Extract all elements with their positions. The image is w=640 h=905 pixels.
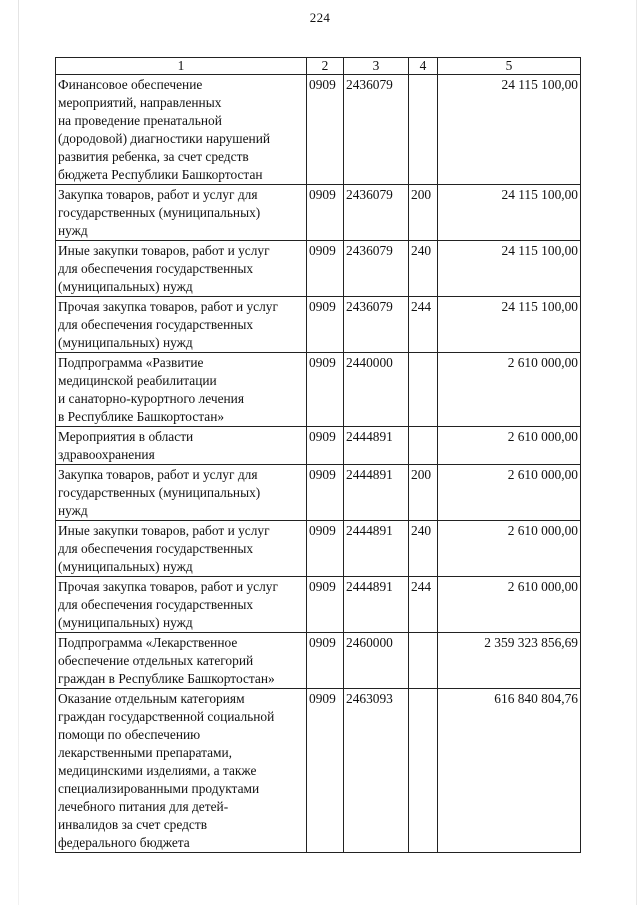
row-expense-type-cell: 244 <box>409 297 438 353</box>
row-name-text: Прочая закупка товаров, работ и услуг для обеспечения государственных (муниципальных) нужд <box>58 579 278 630</box>
row-amount-cell: 24 115 100,00 <box>438 241 581 297</box>
scan-edge-left <box>18 0 19 905</box>
table-header-row <box>56 58 581 75</box>
row-expense-type-cell <box>409 75 438 185</box>
row-name-cell <box>56 297 307 353</box>
row-name-text: Финансовое обеспечение мероприятий, направленных на проведение пренатальной (дородовой) диагностики нарушений развития ребенка, за счет средств бюджета Республики Башкортостан <box>58 77 271 182</box>
row-target-article-cell: 2440000 <box>344 353 409 427</box>
row-section-cell: 0909 <box>307 185 344 241</box>
row-amount-cell: 2 610 000,00 <box>438 353 581 427</box>
row-amount-cell: 2 610 000,00 <box>438 427 581 465</box>
row-target-article-cell: 2444891 <box>344 521 409 577</box>
row-name-text: Закупка товаров, работ и услуг для государственных (муниципальных) нужд <box>58 187 261 238</box>
scan-edge-right <box>636 0 637 905</box>
row-amount-cell: 24 115 100,00 <box>438 185 581 241</box>
row-section-cell: 0909 <box>307 633 344 689</box>
row-section-cell: 0909 <box>307 427 344 465</box>
row-expense-type-cell <box>409 689 438 853</box>
row-target-article-cell: 2436079 <box>344 75 409 185</box>
row-expense-type-cell <box>409 633 438 689</box>
row-name-text: Иные закупки товаров, работ и услуг для обеспечения государственных (муниципальных) нужд <box>58 523 270 574</box>
row-name-text: Закупка товаров, работ и услуг для государственных (муниципальных) нужд <box>58 467 261 518</box>
header-col-1: 1 <box>56 58 307 75</box>
table-row <box>56 465 581 521</box>
row-expense-type-cell: 240 <box>409 241 438 297</box>
row-name-cell <box>56 427 307 465</box>
table-row <box>56 427 581 465</box>
header-col-5: 5 <box>438 58 581 75</box>
budget-table <box>55 57 581 853</box>
row-amount-cell: 2 610 000,00 <box>438 521 581 577</box>
row-target-article-cell: 2444891 <box>344 427 409 465</box>
row-amount-cell: 616 840 804,76 <box>438 689 581 853</box>
row-name-cell <box>56 689 307 853</box>
row-target-article-cell: 2436079 <box>344 185 409 241</box>
row-name-cell <box>56 633 307 689</box>
row-name-text: Оказание отдельным категориям граждан государственной социальной помощи по обеспечению лекарственными препаратами, медицинскими изделиями, а также специализированными продуктами лечебного питания для детей- инвалидов за счет средств федерального бюджета <box>58 691 275 850</box>
row-name-cell <box>56 75 307 185</box>
row-expense-type-cell <box>409 427 438 465</box>
row-section-cell: 0909 <box>307 577 344 633</box>
table-row <box>56 633 581 689</box>
row-expense-type-cell: 240 <box>409 521 438 577</box>
page-number: 224 <box>309 10 331 25</box>
row-amount-cell: 2 610 000,00 <box>438 465 581 521</box>
row-name-text: Прочая закупка товаров, работ и услуг для обеспечения государственных (муниципальных) нужд <box>58 299 278 350</box>
row-section-cell: 0909 <box>307 521 344 577</box>
table-row <box>56 185 581 241</box>
row-target-article-cell: 2444891 <box>344 465 409 521</box>
row-amount-cell: 24 115 100,00 <box>438 297 581 353</box>
row-amount-cell: 2 610 000,00 <box>438 577 581 633</box>
row-target-article-cell: 2436079 <box>344 241 409 297</box>
row-name-cell <box>56 521 307 577</box>
row-expense-type-cell: 244 <box>409 577 438 633</box>
row-section-cell: 0909 <box>307 353 344 427</box>
row-name-text: Подпрограмма «Развитие медицинской реабилитации и санаторно-курортного лечения в Республике Башкортостан» <box>58 355 245 424</box>
header-col-2: 2 <box>307 58 344 75</box>
table-body <box>56 75 581 853</box>
header-col-4: 4 <box>409 58 438 75</box>
row-expense-type-cell: 200 <box>409 185 438 241</box>
table-row <box>56 521 581 577</box>
table-row <box>56 577 581 633</box>
row-section-cell: 0909 <box>307 297 344 353</box>
table-row <box>56 241 581 297</box>
row-target-article-cell: 2436079 <box>344 297 409 353</box>
row-target-article-cell: 2460000 <box>344 633 409 689</box>
table-row <box>56 689 581 853</box>
table-row <box>56 75 581 185</box>
row-name-cell <box>56 353 307 427</box>
row-name-text: Иные закупки товаров, работ и услуг для обеспечения государственных (муниципальных) нужд <box>58 243 270 294</box>
row-section-cell: 0909 <box>307 465 344 521</box>
table-row <box>56 353 581 427</box>
row-name-text: Подпрограмма «Лекарственное обеспечение отдельных категорий граждан в Республике Башкортостан» <box>58 635 275 686</box>
row-name-cell <box>56 465 307 521</box>
row-name-cell <box>56 577 307 633</box>
row-section-cell: 0909 <box>307 75 344 185</box>
row-amount-cell: 2 359 323 856,69 <box>438 633 581 689</box>
row-target-article-cell: 2463093 <box>344 689 409 853</box>
table-row <box>56 297 581 353</box>
row-target-article-cell: 2444891 <box>344 577 409 633</box>
row-amount-cell: 24 115 100,00 <box>438 75 581 185</box>
row-name-cell <box>56 241 307 297</box>
row-name-cell <box>56 185 307 241</box>
row-section-cell: 0909 <box>307 689 344 853</box>
header-col-3: 3 <box>344 58 409 75</box>
row-name-text: Мероприятия в области здравоохранения <box>58 429 194 462</box>
row-section-cell: 0909 <box>307 241 344 297</box>
row-expense-type-cell: 200 <box>409 465 438 521</box>
row-expense-type-cell <box>409 353 438 427</box>
